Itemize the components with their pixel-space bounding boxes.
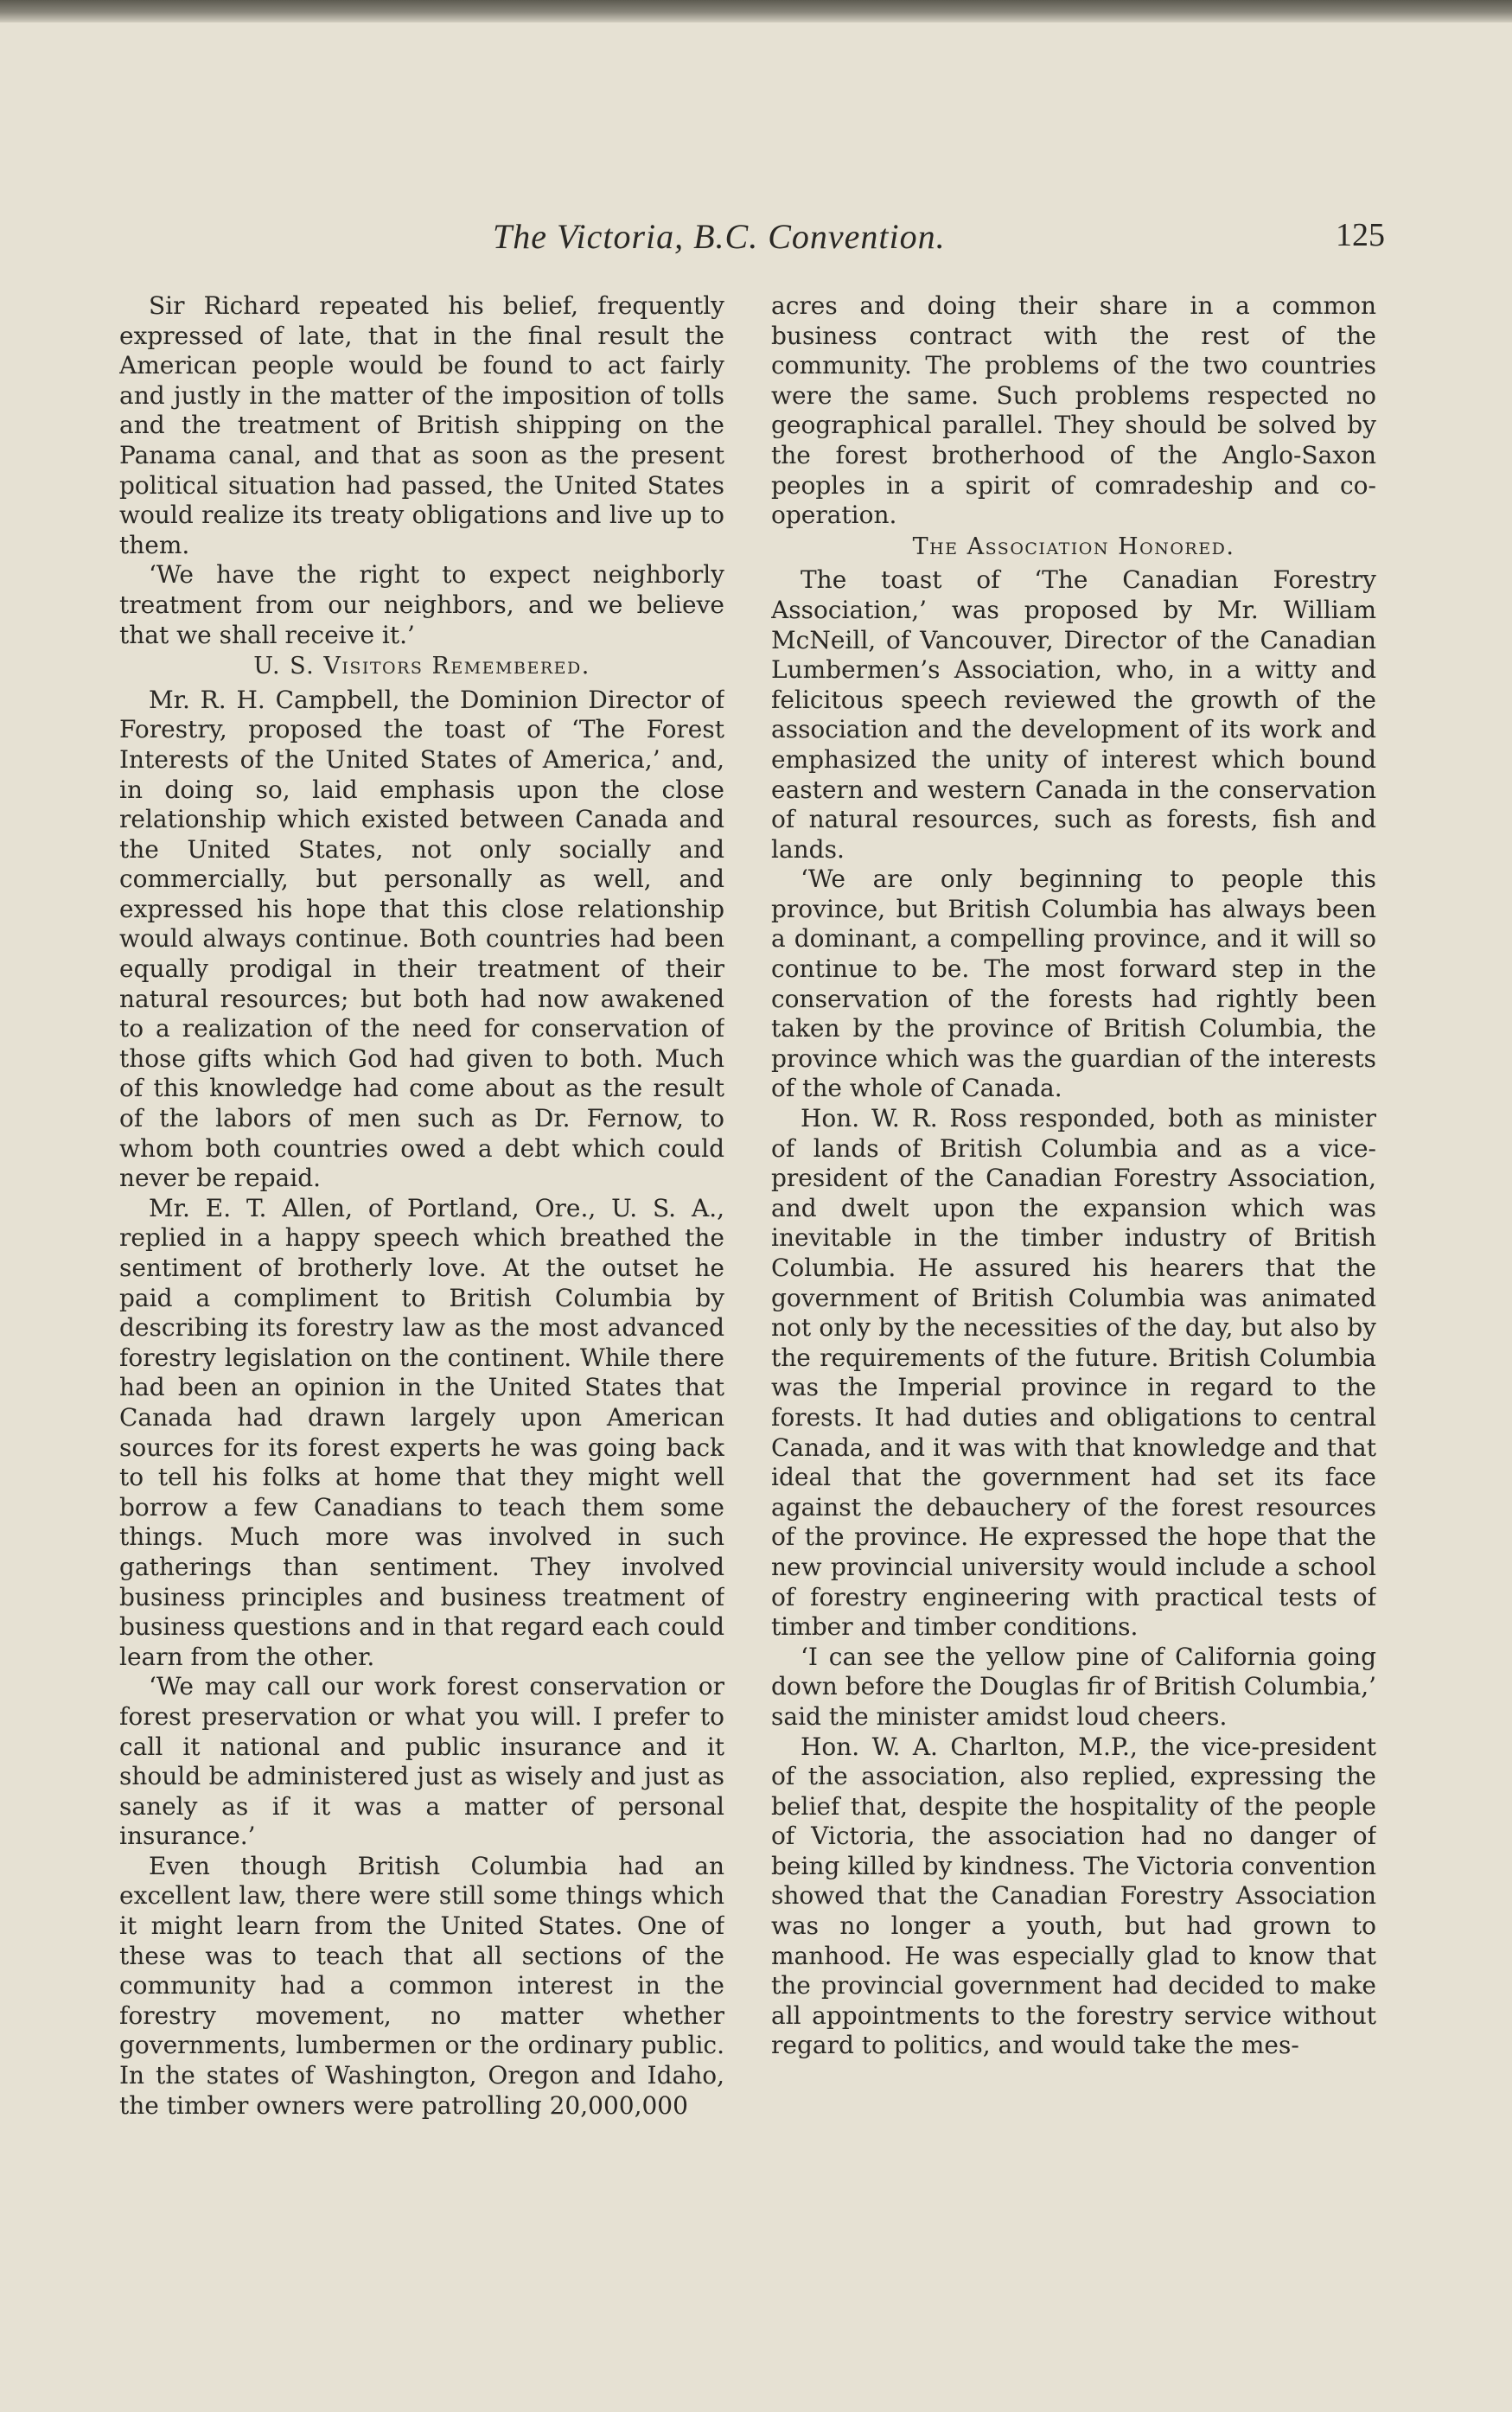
paragraph: Even though British Columbia had an excellent law, there were still some things which it might learn from the United States. One of these was to teach that all sections of the community had a common interest in the forestry movement, no matter whether governments, lumbermen or the ordinary public. In the states of Washington, Oregon and Idaho, the timber owners were patrolling 20,000,000 bbox=[119, 1851, 724, 2120]
paragraph: Mr. E. T. Allen, of Portland, Ore., U. S. A., replied in a happy speech which breathed the sentiment of brotherly love. At the outset he paid a compliment to British Columbia by describing its forestry law as the most advanced forestry legislation on the continent. While there had been an opinion in the United States that Canada had drawn largely upon American sources for its forest experts he was going back to tell his folks at home that they might well borrow a few Canadians to teach them some things. Much more was involved in such gatherings than sentiment. They involved business principles and business treatment of business questions and in that regard each could learn from the other. bbox=[119, 1193, 724, 1671]
paragraph: ‘We may call our work forest conservation or forest preservation or what you will. I prefer to call it national and public insurance and it should be administered just as wisely and just as sanely as if it was a matter of personal insurance.’ bbox=[119, 1672, 724, 1851]
page-header bbox=[121, 216, 1385, 259]
section-heading: U. S. Visitors Remembered. bbox=[253, 653, 590, 680]
paragraph: Mr. R. H. Campbell, the Dominion Director of Forestry, proposed the toast of ‘The Forest Interests of the United States of America,’ and, in doing so, laid emphasis upon the close relationship which existed between Canada and the United States, not only socially and commercially, but personally as well, and expressed his hope that this close relationship would always continue. Both countries had been equally prodigal in their treatment of their natural resources; but both had now awakened to a realization of the need for conservation of those gifts which God had given to both. Much of this knowledge had come about as the result of the labors of men such as Dr. Fernow, to whom both countries owed a debt which could never be repaid. bbox=[119, 685, 724, 1193]
running-title: The Victoria, B.C. Convention. bbox=[493, 217, 946, 256]
paragraph: ‘We have the right to expect neighborly treatment from our neighbors, and we believe that we shall receive it.’ bbox=[119, 560, 724, 649]
right-column bbox=[771, 291, 1376, 2306]
scan-top-edge bbox=[0, 0, 1512, 22]
paragraph: Hon. W. A. Charlton, M.P., the vice-president of the association, also replied, expressing the belief that, despite the hospitality of the people of Victoria, the association had no danger of being killed by kindness. The Victoria convention showed that the Canadian Forestry Association was no longer a youth, but had grown to manhood. He was especially glad to know that the provincial government had decided to make all appointments to the forestry service without regard to politics, and would take the mes- bbox=[771, 1732, 1376, 2060]
paragraph: ‘I can see the yellow pine of California going down before the Douglas fir of British Columbia,’ said the minister amidst loud cheers. bbox=[771, 1642, 1376, 1731]
paragraph: ‘We are only beginning to people this province, but British Columbia has always been a dominant, a compelling province, and it will so continue to be. The most forward step in the conservation of the forests had rightly been taken by the province of British Columbia, the province which was the guardian of the interests of the whole of Canada. bbox=[771, 865, 1376, 1103]
left-column bbox=[119, 291, 724, 2306]
paragraph-continued: acres and doing their share in a common business contract with the rest of the community. The problems of the two countries were the same. Such problems respected no geographical parallel. They should be solved by the forest brotherhood of the Anglo-Saxon peoples in a spirit of comradeship and co-operation. bbox=[771, 291, 1376, 530]
paragraph: The toast of ‘The Canadian Forestry Association,’ was proposed by Mr. William McNeill, of Vancouver, Director of the Canadian Lumbermen’s Association, who, in a witty and felicitous speech reviewed the growth of the association and the development of its work and emphasized the unity of interest which bound eastern and western Canada in the conservation of natural resources, such as forests, fish and lands. bbox=[771, 565, 1376, 864]
section-heading: The Association Honored. bbox=[912, 533, 1235, 560]
paragraph: Hon. W. R. Ross responded, both as minister of lands of British Columbia and as a vice-president of the Canadian Forestry Association, and dwelt upon the expansion which was inevitable in the timber industry of British Columbia. He assured his hearers that the government of British Columbia was animated not only by the necessities of the day, but also by the requirements of the future. British Columbia was the Imperial province in regard to the forests. It had duties and obligations to central Canada, and it was with that knowledge and that ideal that the government had set its face against the debauchery of the forest resources of the province. He expressed the hope that the new provincial university would include a school of forestry engineering with practical tests of timber and timber conditions. bbox=[771, 1104, 1376, 1642]
paragraph: Sir Richard repeated his belief, frequently expressed of late, that in the final result the American people would be found to act fairly and justly in the matter of the imposition of tolls and the treatment of British shipping on the Panama canal, and that as soon as the present political situation had passed, the United States would realize its treaty obligations and live up to them. bbox=[119, 291, 724, 559]
page-number: 125 bbox=[1336, 217, 1385, 253]
